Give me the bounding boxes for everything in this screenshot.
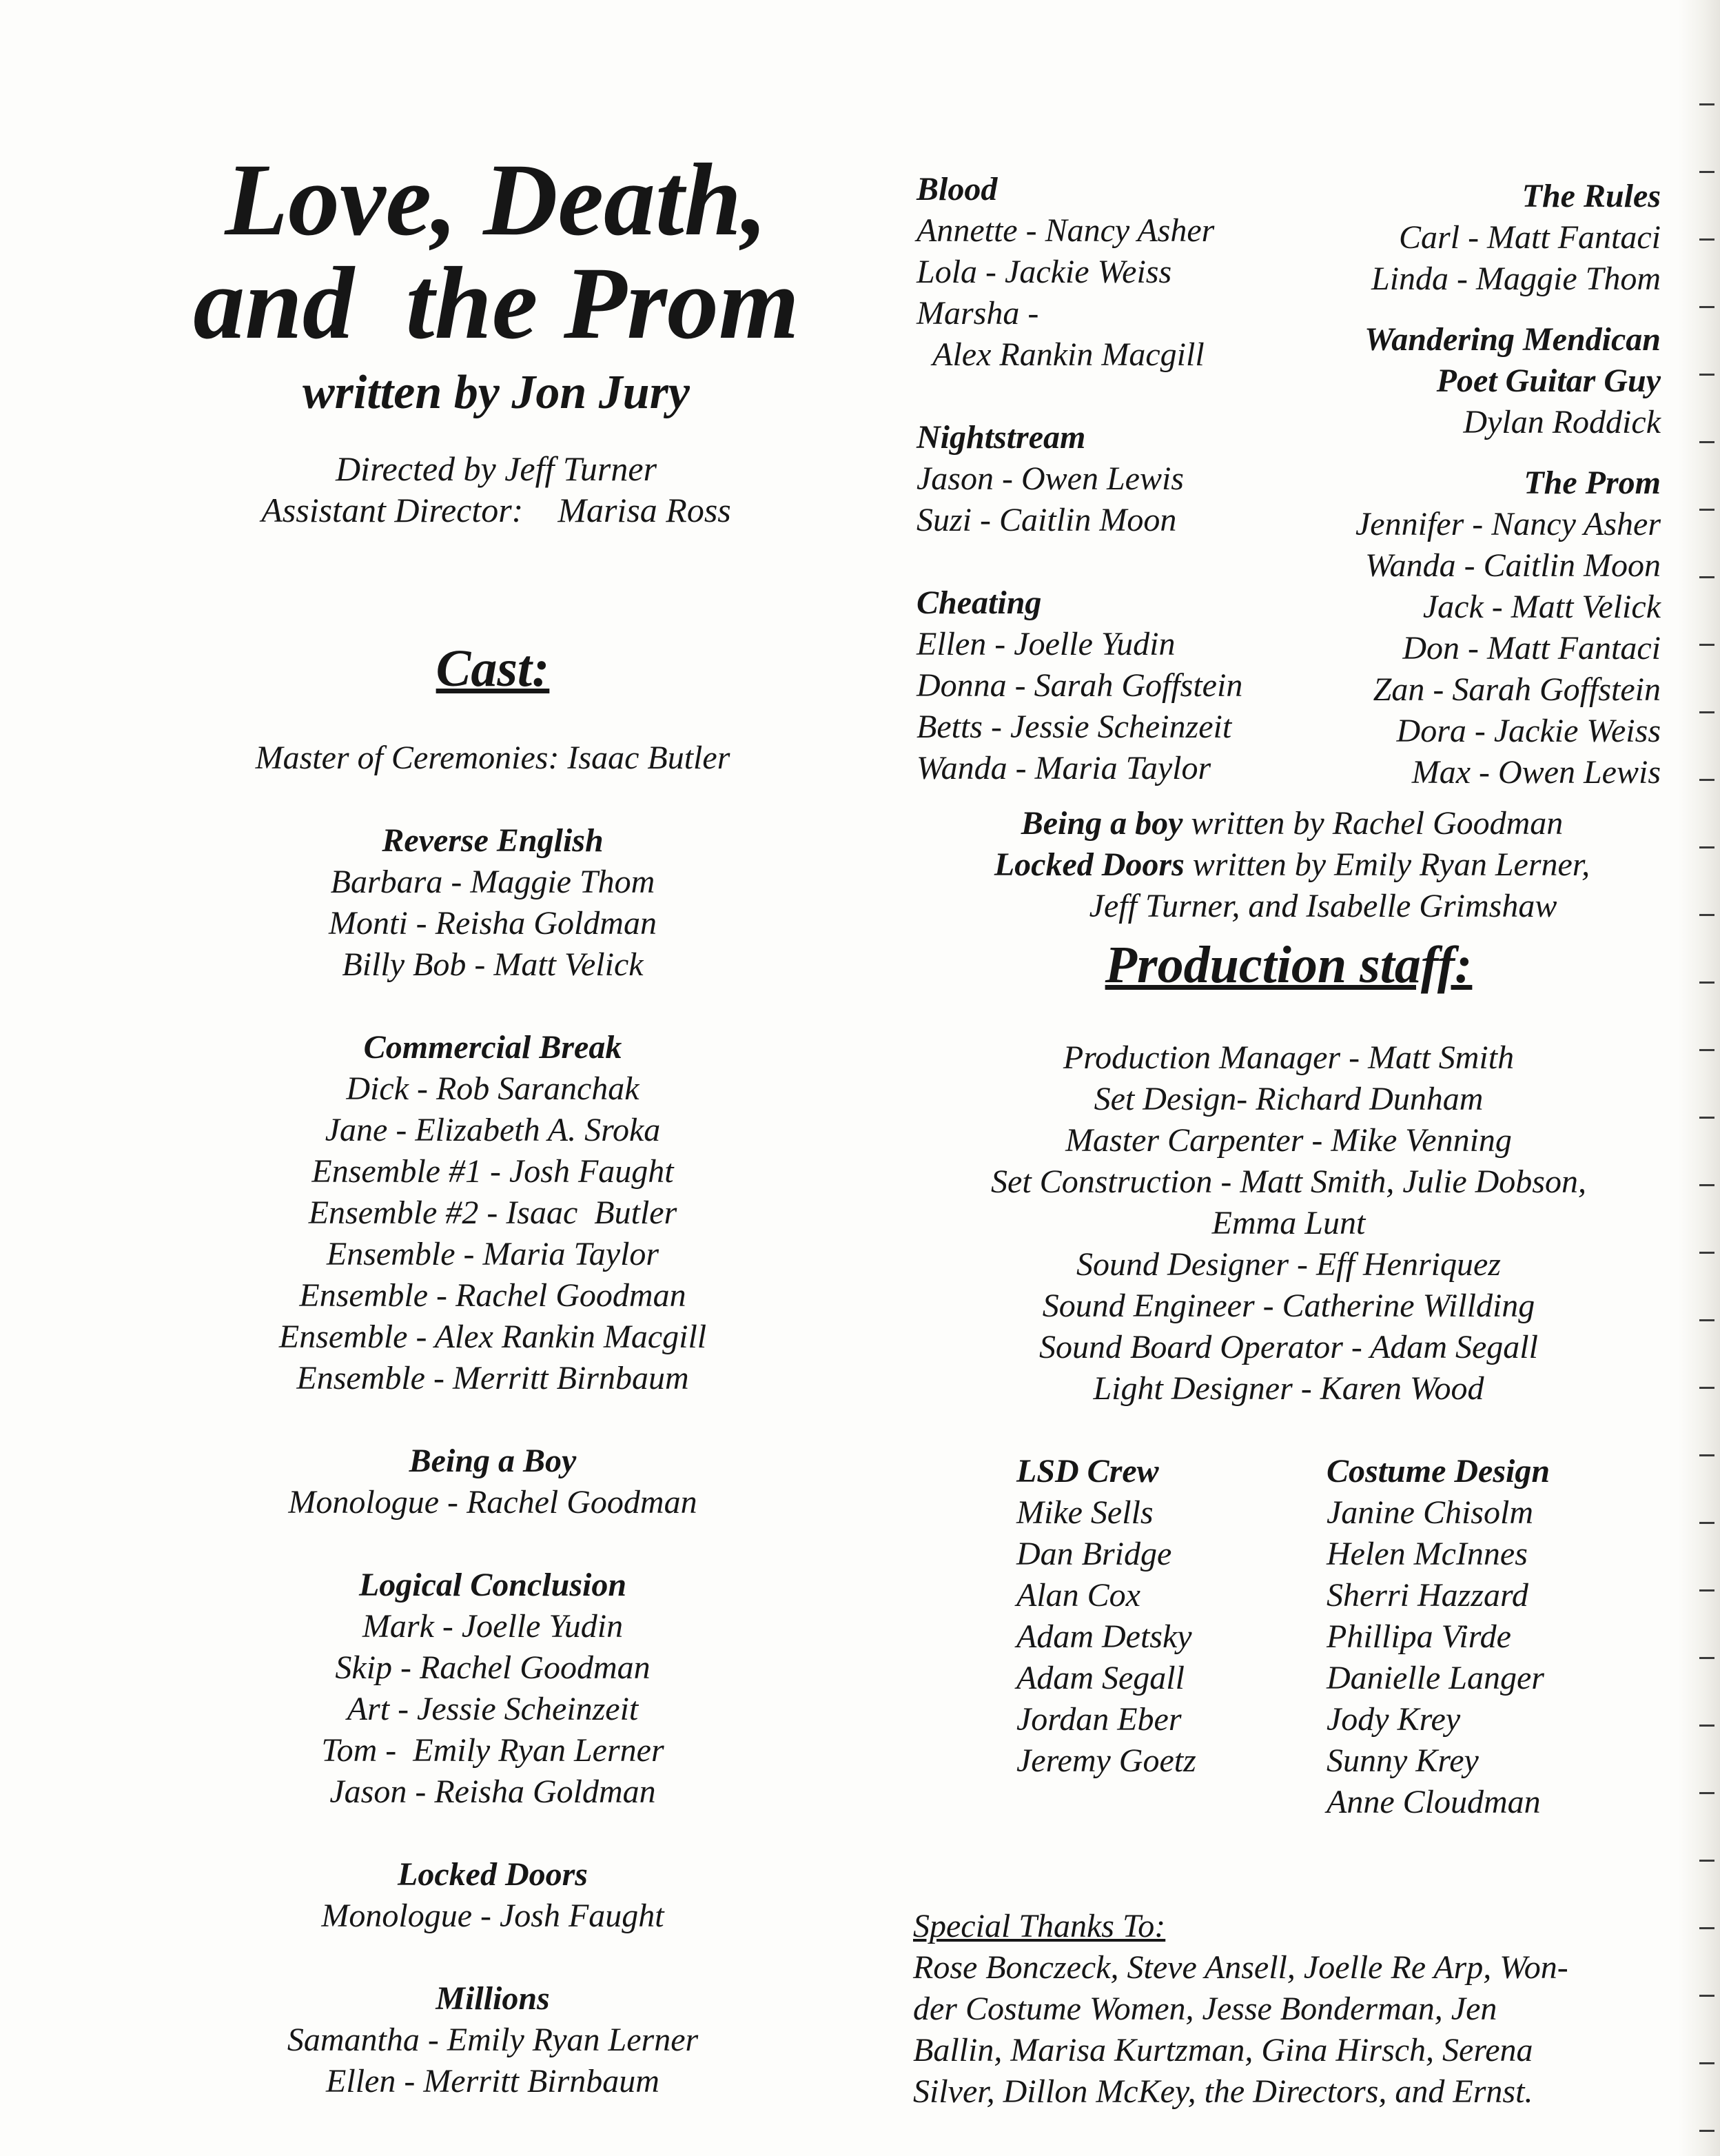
binding-hole-mark xyxy=(1699,2130,1714,2132)
binding-hole-mark xyxy=(1699,1522,1714,1524)
cast-line: Dylan Roddick xyxy=(1463,404,1661,440)
cast-line: Wanda - Maria Taylor xyxy=(917,750,1211,786)
crew-name: Adam Segall xyxy=(1016,1660,1185,1696)
binding-hole-mark xyxy=(1699,441,1714,443)
cast-line: Jane - Elizabeth A. Sroka xyxy=(325,1112,661,1148)
cast-section-the-rules xyxy=(1275,176,1661,300)
cast-line: Wanda - Caitlin Moon xyxy=(1365,547,1661,584)
section-title: Poet Guitar Guy xyxy=(1436,363,1661,399)
cast-line: Mark - Joelle Yudin xyxy=(362,1608,624,1645)
binding-hole-mark xyxy=(1699,1454,1714,1456)
binding-hole-mark xyxy=(1699,1589,1714,1591)
director-credit: Directed by Jeff Turner xyxy=(335,449,657,488)
thanks-line: der Costume Women, Jesse Bonderman, Jen xyxy=(913,1991,1497,2027)
binding-hole-mark xyxy=(1699,306,1714,308)
cast-line: Don - Matt Fantaci xyxy=(1402,630,1661,667)
staff-line: Sound Designer - Eff Henriquez xyxy=(1076,1246,1501,1283)
costume-name: Helen McInnes xyxy=(1327,1536,1528,1572)
binding-hole-mark xyxy=(1699,171,1714,173)
cast-line: Ensemble - Merritt Birnbaum xyxy=(296,1360,689,1396)
writer-line-3: Jeff Turner, and Isabelle Grimshaw xyxy=(1089,888,1557,924)
cast-line: Monologue - Josh Faught xyxy=(321,1898,664,1934)
cast-section-wandering-mendican xyxy=(1275,319,1661,443)
section-title: The Rules xyxy=(1522,178,1661,214)
cast-line: Art - Jessie Scheinzeit xyxy=(347,1691,639,1727)
production-staff-list xyxy=(917,1037,1661,1410)
cast-line: Linda - Maggie Thom xyxy=(1371,261,1661,297)
crew-name: Alan Cox xyxy=(1016,1577,1140,1614)
cast-column xyxy=(138,634,848,2144)
costume-name: Phillipa Virde xyxy=(1327,1618,1511,1655)
cast-line: Max - Owen Lewis xyxy=(1411,754,1661,791)
binding-hole-mark xyxy=(1699,1927,1714,1929)
cast-line: Monti - Reisha Goldman xyxy=(329,905,657,942)
title-block xyxy=(152,143,841,531)
binding-hole-mark xyxy=(1699,982,1714,984)
section-title: Being a Boy xyxy=(409,1443,577,1479)
cast-line: Ensemble - Alex Rankin Macgill xyxy=(278,1319,707,1355)
crew-name: Adam Detsky xyxy=(1016,1618,1192,1655)
lsd-crew-title: LSD Crew xyxy=(1016,1453,1159,1489)
cast-line: Donna - Sarah Goffstein xyxy=(917,667,1243,704)
cast-line: Ellen - Merritt Birnbaum xyxy=(326,2063,659,2099)
crew-name: Jordan Eber xyxy=(1016,1701,1182,1738)
section-title: The Prom xyxy=(1524,465,1661,501)
binding-hole-mark xyxy=(1699,1995,1714,1997)
cast-line: Carl - Matt Fantaci xyxy=(1399,219,1661,256)
lsd-crew-list xyxy=(1016,1451,1306,1782)
cast-line: Ensemble #2 - Isaac Butler xyxy=(308,1194,677,1231)
section-title: Locked Doors xyxy=(398,1856,588,1893)
special-thanks xyxy=(913,1906,1678,2113)
cast-line: Samantha - Emily Ryan Lerner xyxy=(287,2022,699,2058)
cast-line: Annette - Nancy Asher xyxy=(917,212,1215,249)
cast-line: Barbara - Maggie Thom xyxy=(330,864,655,900)
binding-hole-mark xyxy=(1699,509,1714,511)
staff-line: Master Carpenter - Mike Venning xyxy=(1065,1122,1512,1159)
binding-hole-mark xyxy=(1699,1725,1714,1727)
staff-line: Sound Engineer - Catherine Willding xyxy=(1042,1288,1535,1324)
monologue-title: Locked Doors xyxy=(994,846,1185,883)
costume-name: Sherri Hazzard xyxy=(1327,1577,1528,1614)
production-staff-heading-wrap xyxy=(917,930,1661,999)
cast-line: Skip - Rachel Goodman xyxy=(335,1649,651,1686)
section-title: Millions xyxy=(436,1980,550,2017)
staff-line: Emma Lunt xyxy=(1211,1205,1366,1241)
cast-line: Jack - Matt Velick xyxy=(1422,589,1661,625)
writer-credit: written by Rachel Goodman xyxy=(1182,805,1564,842)
binding-hole-mark xyxy=(1699,1117,1714,1119)
master-of-ceremonies: Master of Ceremonies: Isaac Butler xyxy=(255,740,730,776)
binding-hole-mark xyxy=(1699,374,1714,376)
cast-line: Jason - Owen Lewis xyxy=(917,460,1184,497)
crew-name: Mike Sells xyxy=(1016,1494,1154,1531)
cast-line: Dora - Jackie Weiss xyxy=(1396,713,1661,749)
binding-hole-mark xyxy=(1699,1319,1714,1321)
section-title: Logical Conclusion xyxy=(358,1567,627,1603)
cast-line: Billy Bob - Matt Velick xyxy=(342,946,644,983)
binding-hole-mark xyxy=(1699,238,1714,241)
cast-heading: Cast: xyxy=(436,640,550,698)
writer-line-1 xyxy=(910,803,1675,844)
section-title: Commercial Break xyxy=(363,1029,622,1066)
binding-hole-mark xyxy=(1699,1184,1714,1186)
costume-design-title: Costume Design xyxy=(1327,1453,1550,1489)
staff-line: Light Designer - Karen Wood xyxy=(1093,1370,1484,1407)
special-thanks-heading: Special Thanks To: xyxy=(913,1908,1166,1944)
monologue-writers xyxy=(910,803,1675,927)
section-title: Nightstream xyxy=(917,419,1086,456)
cast-line: Suzi - Caitlin Moon xyxy=(917,502,1177,538)
staff-line: Set Design- Richard Dunham xyxy=(1094,1081,1484,1117)
cast-line: Jennifer - Nancy Asher xyxy=(1355,506,1661,542)
section-title: Reverse English xyxy=(382,822,604,859)
spiral-binding-edge xyxy=(1679,0,1720,2156)
cast-section-being-a-boy xyxy=(138,1441,848,1523)
section-title: Wandering Mendican xyxy=(1364,321,1661,358)
playwright-credit: written by Jon Jury xyxy=(302,366,690,419)
binding-hole-mark xyxy=(1699,1049,1714,1051)
costume-name: Sunny Krey xyxy=(1327,1742,1479,1779)
binding-hole-mark xyxy=(1699,1252,1714,1254)
cast-section-the-prom xyxy=(1275,462,1661,793)
cast-line: Monologue - Rachel Goodman xyxy=(288,1484,697,1521)
binding-hole-mark xyxy=(1699,914,1714,916)
binding-hole-mark xyxy=(1699,2062,1714,2064)
binding-hole-mark xyxy=(1699,1657,1714,1659)
cast-line: Tom - Emily Ryan Lerner xyxy=(321,1732,664,1769)
assistant-director-credit: Assistant Director: Marisa Ross xyxy=(261,491,731,529)
costume-name: Janine Chisolm xyxy=(1327,1494,1533,1531)
section-title: Blood xyxy=(917,171,998,207)
cast-section-millions xyxy=(138,1978,848,2102)
costume-design-list xyxy=(1327,1451,1657,1823)
binding-hole-mark xyxy=(1699,1792,1714,1794)
play-title-line1: Love, Death, xyxy=(225,143,768,257)
staff-line: Sound Board Operator - Adam Segall xyxy=(1039,1329,1538,1365)
crew-name: Jeremy Goetz xyxy=(1016,1742,1196,1779)
staff-line: Production Manager - Matt Smith xyxy=(1063,1039,1515,1076)
writer-line-2 xyxy=(910,844,1675,886)
cast-line: Lola - Jackie Weiss xyxy=(917,254,1172,290)
cast-line: Zan - Sarah Goffstein xyxy=(1373,671,1661,708)
cast-section-logical-conclusion xyxy=(138,1565,848,1813)
binding-hole-mark xyxy=(1699,711,1714,713)
section-title: Cheating xyxy=(917,584,1042,621)
costume-name: Anne Cloudman xyxy=(1327,1784,1541,1820)
binding-hole-mark xyxy=(1699,644,1714,646)
cast-line: Ensemble - Maria Taylor xyxy=(326,1236,659,1272)
cast-line: Dick - Rob Saranchak xyxy=(346,1070,639,1107)
cast-section-reverse-english xyxy=(138,820,848,986)
costume-name: Danielle Langer xyxy=(1327,1660,1544,1696)
thanks-line: Rose Bonczeck, Steve Ansell, Joelle Re Arp, Won- xyxy=(913,1949,1568,1986)
right-cast-right-column xyxy=(1275,176,1661,793)
thanks-line: Ballin, Marisa Kurtzman, Gina Hirsch, Serena xyxy=(913,2032,1533,2068)
cast-line: Ellen - Joelle Yudin xyxy=(917,626,1176,662)
thanks-line: Silver, Dillon McKey, the Directors, and Ernst. xyxy=(913,2073,1533,2110)
binding-hole-mark xyxy=(1699,1860,1714,1862)
production-staff-heading: Production staff: xyxy=(1105,936,1473,994)
staff-line: Set Construction - Matt Smith, Julie Dobson, xyxy=(991,1163,1586,1200)
writer-credit: written by Emily Ryan Lerner, xyxy=(1184,846,1590,883)
cast-line: Betts - Jessie Scheinzeit xyxy=(917,709,1232,745)
cast-line: Alex Rankin Macgill xyxy=(917,336,1205,373)
binding-hole-mark xyxy=(1699,846,1714,848)
cast-line: Ensemble #1 - Josh Faught xyxy=(311,1153,674,1190)
binding-hole-mark xyxy=(1699,1387,1714,1389)
binding-hole-mark xyxy=(1699,779,1714,781)
cast-section-commercial-break xyxy=(138,1027,848,1399)
binding-hole-mark xyxy=(1699,103,1714,105)
cast-line: Ensemble - Rachel Goodman xyxy=(299,1277,686,1314)
binding-hole-mark xyxy=(1699,576,1714,578)
cast-section-locked-doors xyxy=(138,1854,848,1937)
play-title-line2: and the Prom xyxy=(193,246,799,360)
cast-line: Jason - Reisha Goldman xyxy=(329,1773,656,1810)
crew-name: Dan Bridge xyxy=(1016,1536,1172,1572)
cast-line: Marsha - xyxy=(917,295,1039,332)
costume-name: Jody Krey xyxy=(1327,1701,1461,1738)
monologue-title: Being a boy xyxy=(1021,805,1183,842)
